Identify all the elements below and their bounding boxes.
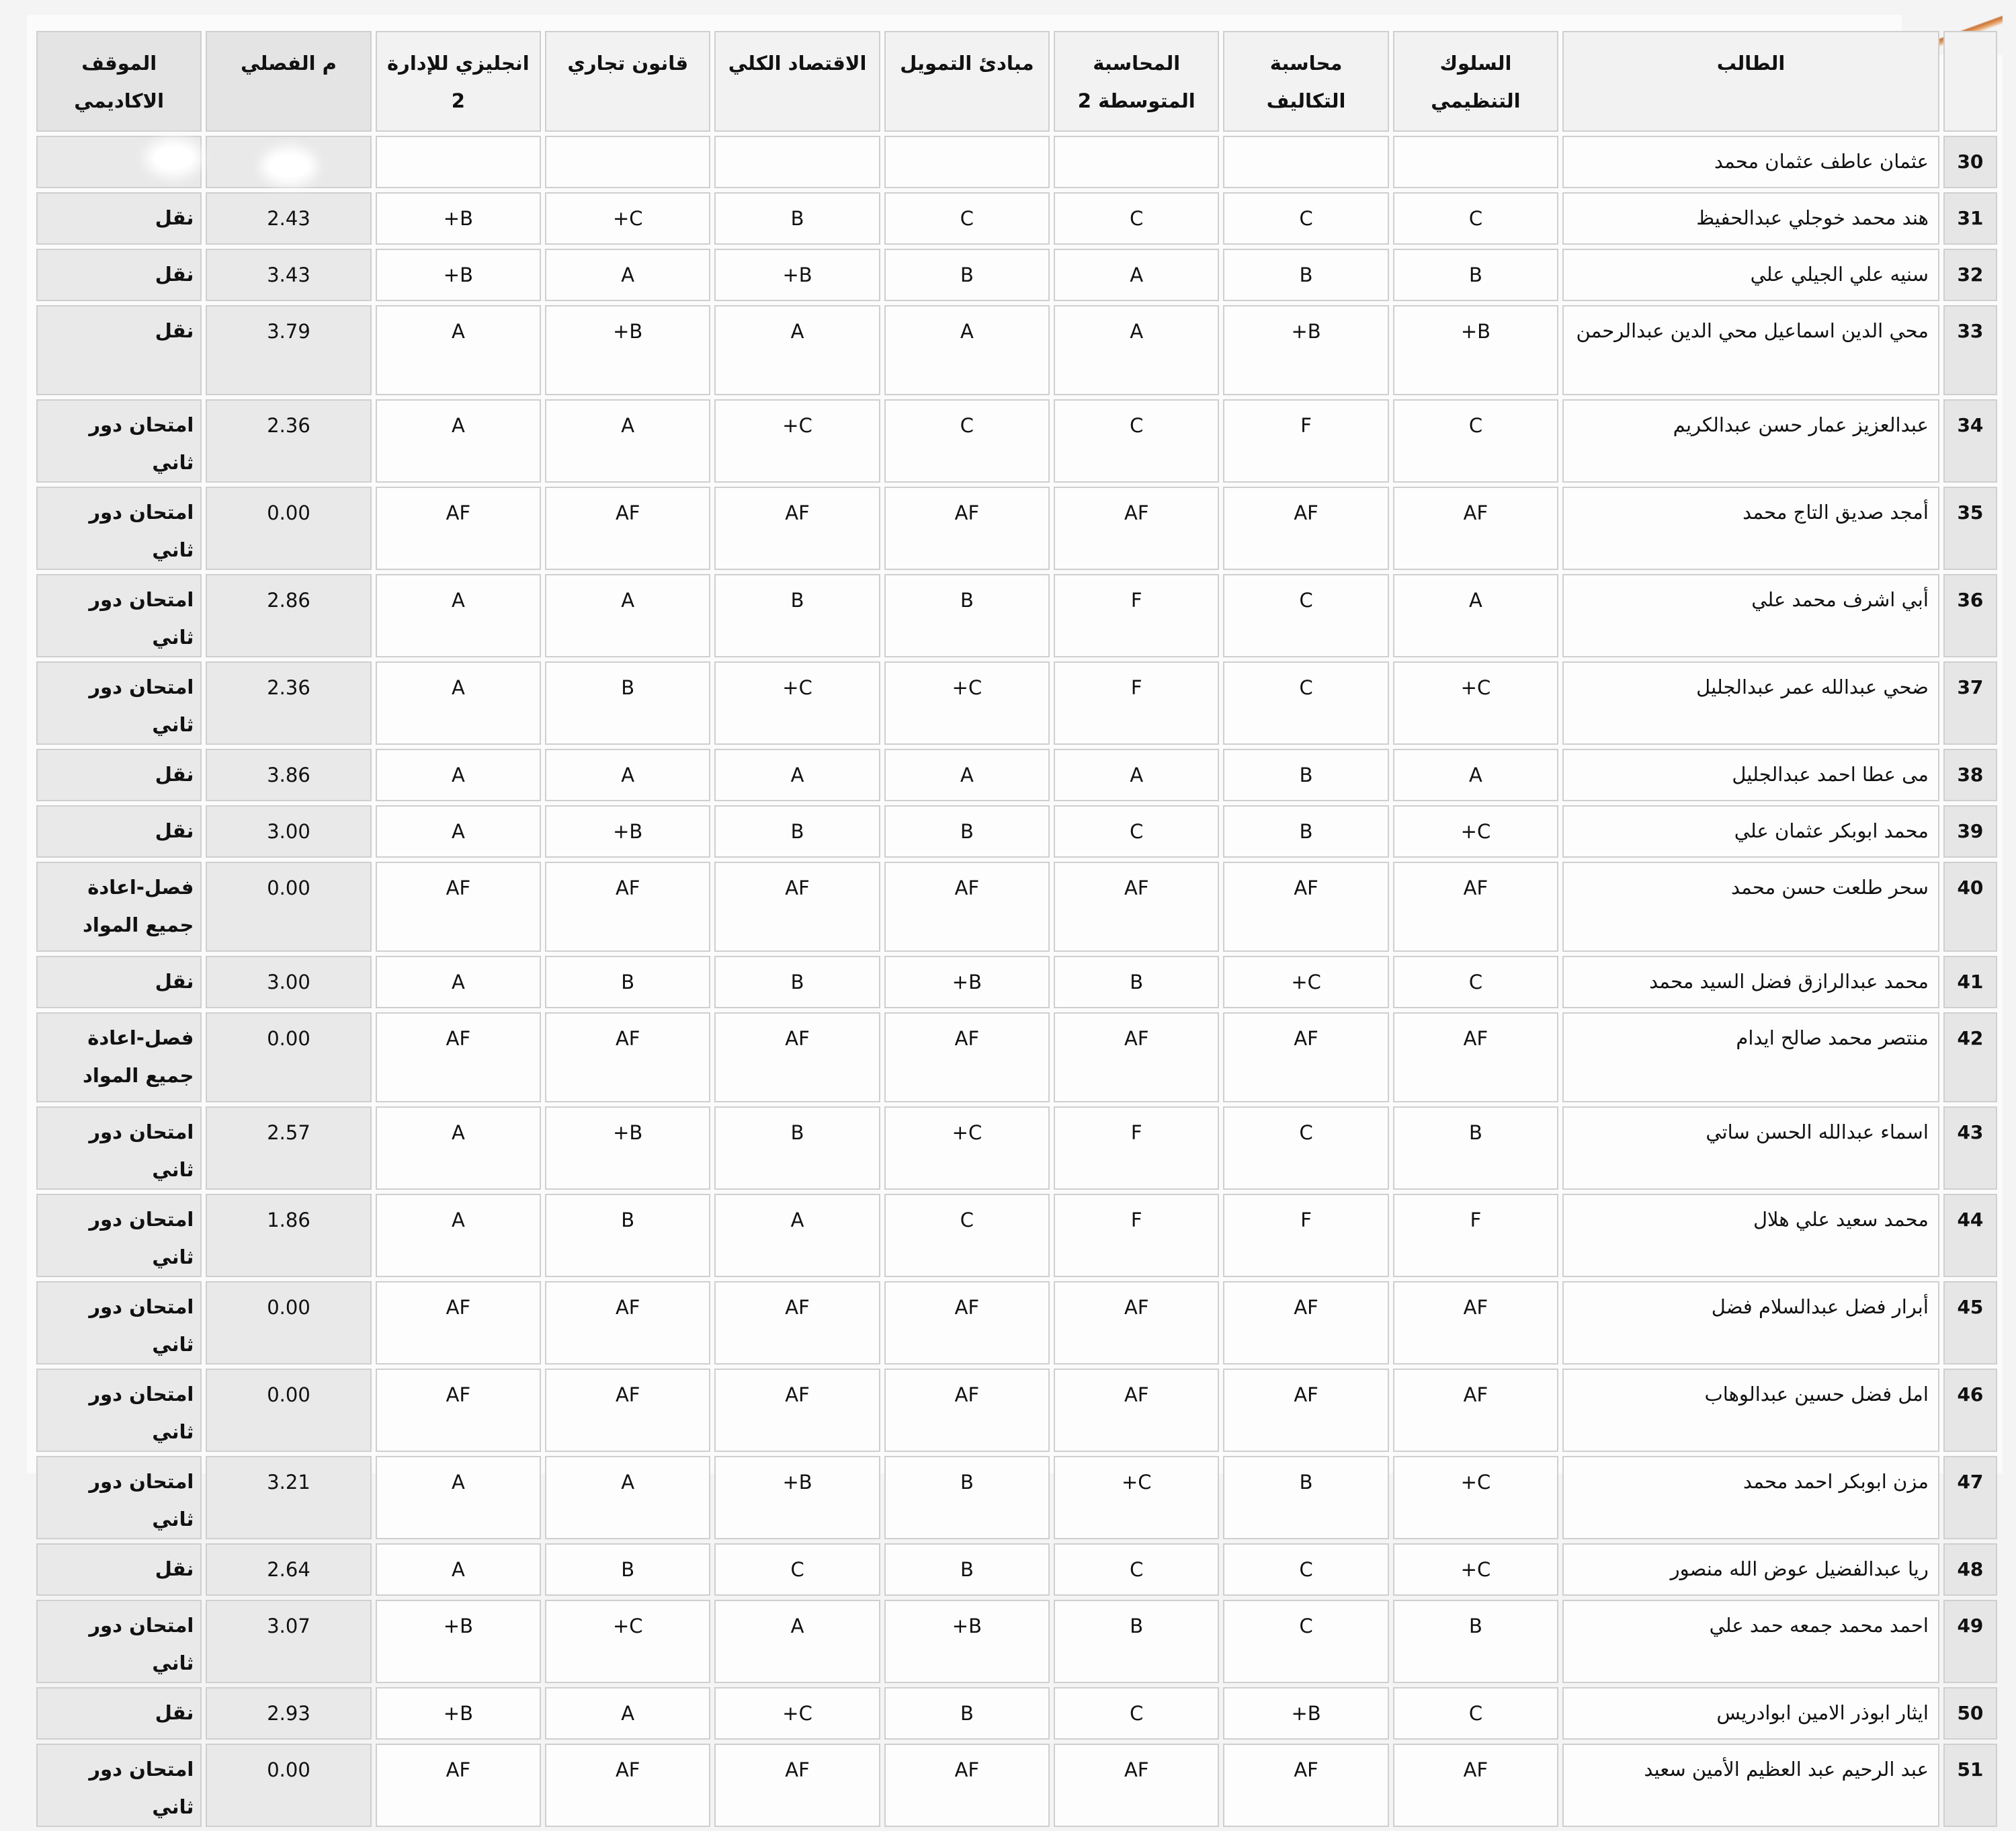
status-cell: نقل (36, 305, 202, 395)
grade-cell: B+ (714, 249, 880, 301)
grade-cell: A (545, 574, 710, 657)
grade-cell: AF (714, 1744, 880, 1827)
redaction-mark (153, 147, 194, 169)
row-number: 48 (1943, 1543, 1997, 1596)
grade-cell: C (884, 192, 1050, 245)
gpa-cell: 3.79 (206, 305, 371, 395)
grade-cell (545, 136, 710, 188)
gpa-cell: 2.36 (206, 661, 371, 745)
student-name: عثمان عاطف عثمان محمد (1562, 136, 1939, 188)
grade-cell: AF (1393, 1369, 1558, 1452)
status-cell: نقل (36, 192, 202, 245)
grade-cell: C (1393, 192, 1558, 245)
grade-cell: AF (545, 1369, 710, 1452)
gpa-cell: 2.93 (206, 1687, 371, 1740)
grade-cell: F (1054, 1106, 1219, 1190)
student-name: سحر طلعت حسن محمد (1562, 862, 1939, 952)
header-semester-gpa: م الفصلي (206, 31, 371, 132)
student-name: امل فضل حسين عبدالوهاب (1562, 1369, 1939, 1452)
grade-cell: AF (884, 1281, 1050, 1365)
grade-cell: AF (376, 1012, 541, 1102)
status-cell: نقل (36, 1543, 202, 1596)
grade-cell: AF (376, 487, 541, 570)
grade-cell: B (1223, 805, 1388, 858)
status-cell: امتحان دور ثاني (36, 661, 202, 745)
gpa-cell: 3.00 (206, 805, 371, 858)
grade-cell: C (1054, 192, 1219, 245)
student-name: أبرار فضل عبدالسلام فضل (1562, 1281, 1939, 1365)
grade-cell: C (1054, 1543, 1219, 1596)
grade-cell: AF (714, 487, 880, 570)
grade-cell: AF (545, 862, 710, 952)
grade-cell: C (1054, 399, 1219, 483)
grade-cell: C (1393, 956, 1558, 1008)
grade-cell: AF (714, 1369, 880, 1452)
grade-cell: B (884, 1687, 1050, 1740)
grade-cell: B (545, 1194, 710, 1277)
grade-cell: AF (1393, 862, 1558, 952)
student-name: سنيه علي الجيلي علي (1562, 249, 1939, 301)
status-cell: نقل (36, 1687, 202, 1740)
grade-cell: A (1054, 305, 1219, 395)
grade-cell: A (376, 1194, 541, 1277)
student-name: أبي اشرف محمد علي (1562, 574, 1939, 657)
student-name: أمجد صديق التاج محمد (1562, 487, 1939, 570)
student-name: ضحي عبدالله عمر عبدالجليل (1562, 661, 1939, 745)
status-cell: نقل (36, 956, 202, 1008)
grade-cell: C (1054, 1687, 1219, 1740)
grade-cell: B (884, 574, 1050, 657)
grade-cell: B (1054, 1600, 1219, 1683)
grade-cell: A (1393, 749, 1558, 801)
table-row (36, 1281, 1997, 1365)
gpa-cell: 2.36 (206, 399, 371, 483)
student-name: عبدالعزيز عمار حسن عبدالكريم (1562, 399, 1939, 483)
grade-cell: A (376, 399, 541, 483)
grade-cell: F (1223, 1194, 1388, 1277)
gpa-cell: 2.86 (206, 574, 371, 657)
grade-cell: AF (1223, 1369, 1388, 1452)
grade-cell: B (1223, 749, 1388, 801)
row-number: 43 (1943, 1106, 1997, 1190)
gpa-cell: 3.07 (206, 1600, 371, 1683)
grade-cell: AF (376, 1744, 541, 1827)
grade-cell: B+ (1223, 305, 1388, 395)
grade-cell: C+ (545, 192, 710, 245)
gpa-cell: 1.86 (206, 1194, 371, 1277)
grade-cell: A (376, 661, 541, 745)
grade-cell: C+ (1393, 805, 1558, 858)
row-number: 33 (1943, 305, 1997, 395)
status-cell: امتحان دور ثاني (36, 1194, 202, 1277)
row-number: 31 (1943, 192, 1997, 245)
grade-cell: B (714, 805, 880, 858)
row-number: 51 (1943, 1744, 1997, 1827)
grade-cell: AF (884, 487, 1050, 570)
grade-cell: B (714, 574, 880, 657)
grade-cell: AF (376, 1369, 541, 1452)
student-name: محي الدين اسماعيل محي الدين عبدالرحمن (1562, 305, 1939, 395)
student-name: مزن ابوبكر احمد محمد (1562, 1456, 1939, 1539)
grade-cell: B+ (545, 1106, 710, 1190)
status-cell: نقل (36, 749, 202, 801)
grade-cell: A (376, 1106, 541, 1190)
grade-cell: B+ (545, 805, 710, 858)
status-cell: فصل-اعادة جميع المواد (36, 1012, 202, 1102)
student-name: مى عطا احمد عبدالجليل (1562, 749, 1939, 801)
gpa-cell: 2.57 (206, 1106, 371, 1190)
gpa-cell: 3.86 (206, 749, 371, 801)
row-number: 35 (1943, 487, 1997, 570)
grade-cell: AF (1054, 1744, 1219, 1827)
gpa-cell: 0.00 (206, 1281, 371, 1365)
row-number: 47 (1943, 1456, 1997, 1539)
grade-cell: B+ (376, 1600, 541, 1683)
status-cell: امتحان دور ثاني (36, 487, 202, 570)
status-cell: امتحان دور ثاني (36, 399, 202, 483)
row-number: 37 (1943, 661, 1997, 745)
table-row (36, 192, 1997, 245)
grade-cell: AF (714, 1281, 880, 1365)
grade-cell (376, 136, 541, 188)
student-name: ايثار ابوذر الامين ابوادريس (1562, 1687, 1939, 1740)
status-cell: نقل (36, 249, 202, 301)
results-sheet (27, 15, 2003, 1818)
grade-cell: C+ (1393, 661, 1558, 745)
student-name: عبد الرحيم عبد العظيم الأمين سعيد (1562, 1744, 1939, 1827)
status-cell: امتحان دور ثاني (36, 1106, 202, 1190)
header-organizational-behavior: السلوك التنظيمي (1393, 31, 1558, 132)
redaction-mark (269, 155, 309, 177)
grade-cell: A (545, 1687, 710, 1740)
row-number: 44 (1943, 1194, 1997, 1277)
row-number: 50 (1943, 1687, 1997, 1740)
grade-cell: C+ (1393, 1543, 1558, 1596)
row-number: 30 (1943, 136, 1997, 188)
grade-cell: A (714, 1600, 880, 1683)
grade-cell: C (884, 1194, 1050, 1277)
grade-cell: A (714, 1194, 880, 1277)
grade-cell: C (1054, 805, 1219, 858)
gpa-cell: 3.43 (206, 249, 371, 301)
grade-cell: C (1223, 661, 1388, 745)
row-number: 36 (1943, 574, 1997, 657)
grade-cell: AF (1054, 862, 1219, 952)
grade-cell: B (1393, 1600, 1558, 1683)
grade-cell: AF (1223, 862, 1388, 952)
table-row (36, 1456, 1997, 1539)
status-cell: امتحان دور ثاني (36, 574, 202, 657)
grade-cell: C+ (714, 1687, 880, 1740)
table-row (36, 1012, 1997, 1102)
header-principles-of-finance: مبادئ التمويل (884, 31, 1050, 132)
gpa-cell: 0.00 (206, 1744, 371, 1827)
status-cell: امتحان دور ثاني (36, 1369, 202, 1452)
grade-cell: B (545, 1543, 710, 1596)
grade-cell: AF (1223, 1012, 1388, 1102)
header-english-for-management-2: انجليزي للإدارة 2 (376, 31, 541, 132)
grade-cell: B+ (884, 1600, 1050, 1683)
grade-cell: C+ (545, 1600, 710, 1683)
table-row (36, 956, 1997, 1008)
student-name: محمد ابوبكر عثمان علي (1562, 805, 1939, 858)
header-commercial-law: قانون تجاري (545, 31, 710, 132)
table-row (36, 1543, 1997, 1596)
grade-cell: B+ (714, 1456, 880, 1539)
header-student: الطالب (1562, 31, 1939, 132)
grade-cell: AF (1054, 487, 1219, 570)
grade-cell: AF (376, 1281, 541, 1365)
grade-cell: AF (376, 862, 541, 952)
grade-cell: A (376, 574, 541, 657)
row-number: 32 (1943, 249, 1997, 301)
grade-cell: F (1393, 1194, 1558, 1277)
status-cell: امتحان دور ثاني (36, 1744, 202, 1827)
grade-cell: C (1223, 192, 1388, 245)
grade-cell: B (1223, 1456, 1388, 1539)
row-number: 46 (1943, 1369, 1997, 1452)
grade-cell: F (1054, 661, 1219, 745)
row-number: 49 (1943, 1600, 1997, 1683)
grade-cell: B (884, 805, 1050, 858)
grade-cell: A (1054, 249, 1219, 301)
row-number: 45 (1943, 1281, 1997, 1365)
grade-cell: C (1223, 574, 1388, 657)
grade-cell: A (714, 305, 880, 395)
student-name: هند محمد خوجلي عبدالحفيظ (1562, 192, 1939, 245)
grade-cell: AF (714, 1012, 880, 1102)
grade-cell: A (545, 1456, 710, 1539)
grade-cell: C+ (714, 399, 880, 483)
table-row (36, 136, 1997, 188)
grade-cell: A (714, 749, 880, 801)
grade-cell (884, 136, 1050, 188)
grade-cell: C+ (1393, 1456, 1558, 1539)
grade-cell: A (884, 305, 1050, 395)
gpa-cell: 3.00 (206, 956, 371, 1008)
table-row (36, 1369, 1997, 1452)
grade-cell: C (1223, 1600, 1388, 1683)
header-cost-accounting: محاسبة التكاليف (1223, 31, 1388, 132)
gpa-cell: 0.00 (206, 862, 371, 952)
grade-cell: A (376, 305, 541, 395)
grade-cell: AF (545, 1744, 710, 1827)
gpa-cell: 3.21 (206, 1456, 371, 1539)
grade-cell: AF (1223, 1744, 1388, 1827)
grade-cell: C+ (1223, 956, 1388, 1008)
student-name: محمد سعيد علي هلال (1562, 1194, 1939, 1277)
grade-cell: AF (1393, 1744, 1558, 1827)
grade-cell: F (1054, 1194, 1219, 1277)
gpa-cell: 0.00 (206, 1369, 371, 1452)
grade-cell: C+ (714, 661, 880, 745)
grade-cell: A (884, 749, 1050, 801)
row-number: 41 (1943, 956, 1997, 1008)
table-row (36, 1106, 1997, 1190)
grade-cell: A (1393, 574, 1558, 657)
table-row (36, 574, 1997, 657)
header-number (1943, 31, 1997, 132)
grade-cell (1223, 136, 1388, 188)
table-row (36, 1687, 1997, 1740)
table-row (36, 249, 1997, 301)
grade-cell: A (376, 805, 541, 858)
grade-cell: AF (1054, 1281, 1219, 1365)
grade-cell: A (376, 749, 541, 801)
grade-cell: F (1054, 574, 1219, 657)
row-number: 38 (1943, 749, 1997, 801)
grade-cell: AF (1054, 1369, 1219, 1452)
row-number: 39 (1943, 805, 1997, 858)
grade-cell: B (714, 956, 880, 1008)
grade-cell: B (545, 661, 710, 745)
grade-cell: B+ (376, 192, 541, 245)
status-cell: امتحان دور ثاني (36, 1600, 202, 1683)
grade-cell: B (714, 192, 880, 245)
grade-cell: B (545, 956, 710, 1008)
gpa-cell (206, 136, 371, 188)
grade-cell: C (1223, 1543, 1388, 1596)
header-intermediate-accounting-2: المحاسبة المتوسطة 2 (1054, 31, 1219, 132)
grade-cell: C (1393, 1687, 1558, 1740)
grade-cell: A (376, 1543, 541, 1596)
grade-cell: A (545, 749, 710, 801)
grade-cell: AF (884, 1744, 1050, 1827)
grade-cell: C+ (884, 1106, 1050, 1190)
table-row (36, 1194, 1997, 1277)
table-row (36, 487, 1997, 570)
grade-cell: C (884, 399, 1050, 483)
grade-cell: AF (884, 862, 1050, 952)
grade-cell (1054, 136, 1219, 188)
grade-cell: C+ (1054, 1456, 1219, 1539)
gpa-cell: 2.43 (206, 192, 371, 245)
grade-cell: A (1054, 749, 1219, 801)
grades-table (32, 27, 2001, 1831)
grade-cell: AF (545, 487, 710, 570)
row-number: 42 (1943, 1012, 1997, 1102)
grade-cell: AF (1223, 487, 1388, 570)
grade-cell: AF (1393, 1012, 1558, 1102)
status-cell: امتحان دور ثاني (36, 1281, 202, 1365)
status-cell (36, 136, 202, 188)
grade-cell: AF (545, 1012, 710, 1102)
grade-cell: A (376, 956, 541, 1008)
grade-cell: B+ (1393, 305, 1558, 395)
header-row (36, 31, 1997, 132)
grade-cell: C (1223, 1106, 1388, 1190)
grade-cell: A (545, 399, 710, 483)
grade-cell: B (884, 249, 1050, 301)
grade-cell: B+ (1223, 1687, 1388, 1740)
grade-cell: AF (545, 1281, 710, 1365)
student-name: محمد عبدالرازق فضل السيد محمد (1562, 956, 1939, 1008)
grade-cell: AF (714, 862, 880, 952)
table-row (36, 399, 1997, 483)
gpa-cell: 2.64 (206, 1543, 371, 1596)
grade-cell: B (1393, 249, 1558, 301)
table-row (36, 749, 1997, 801)
grade-cell: B (714, 1106, 880, 1190)
header-macroeconomics: الاقتصاد الكلي (714, 31, 880, 132)
table-row (36, 805, 1997, 858)
grade-cell: B+ (545, 305, 710, 395)
grade-cell: A (376, 1456, 541, 1539)
grade-cell: C (1393, 399, 1558, 483)
grade-cell: B (1054, 956, 1219, 1008)
student-name: احمد محمد جمعه حمد علي (1562, 1600, 1939, 1683)
table-row (36, 862, 1997, 952)
row-number: 40 (1943, 862, 1997, 952)
grade-cell: B+ (376, 249, 541, 301)
grade-cell: B (884, 1456, 1050, 1539)
row-number: 34 (1943, 399, 1997, 483)
grade-cell: AF (1223, 1281, 1388, 1365)
grade-cell: B (1393, 1106, 1558, 1190)
student-name: اسماء عبدالله الحسن ساتي (1562, 1106, 1939, 1190)
gpa-cell: 0.00 (206, 487, 371, 570)
table-row (36, 661, 1997, 745)
grade-cell: F (1223, 399, 1388, 483)
grade-cell: B (884, 1543, 1050, 1596)
grade-cell (1393, 136, 1558, 188)
grade-cell: B (1223, 249, 1388, 301)
grade-cell: AF (1393, 1281, 1558, 1365)
grade-cell: C+ (884, 661, 1050, 745)
student-name: ريا عبدالفضيل عوض الله منصور (1562, 1543, 1939, 1596)
grade-cell: AF (884, 1012, 1050, 1102)
grade-cell: A (545, 249, 710, 301)
gpa-cell: 0.00 (206, 1012, 371, 1102)
table-row (36, 305, 1997, 395)
grade-cell: C (714, 1543, 880, 1596)
table-row (36, 1600, 1997, 1683)
student-name: منتصر محمد صالح ايدام (1562, 1012, 1939, 1102)
table-row (36, 1744, 1997, 1827)
grade-cell: AF (1054, 1012, 1219, 1102)
status-cell: امتحان دور ثاني (36, 1456, 202, 1539)
grade-cell: AF (1393, 487, 1558, 570)
status-cell: نقل (36, 805, 202, 858)
grade-cell: B+ (376, 1687, 541, 1740)
grade-cell: B+ (884, 956, 1050, 1008)
grade-cell: AF (884, 1369, 1050, 1452)
status-cell: فصل-اعادة جميع المواد (36, 862, 202, 952)
grade-cell (714, 136, 880, 188)
header-academic-status: الموقف الاكاديمي (36, 31, 202, 132)
